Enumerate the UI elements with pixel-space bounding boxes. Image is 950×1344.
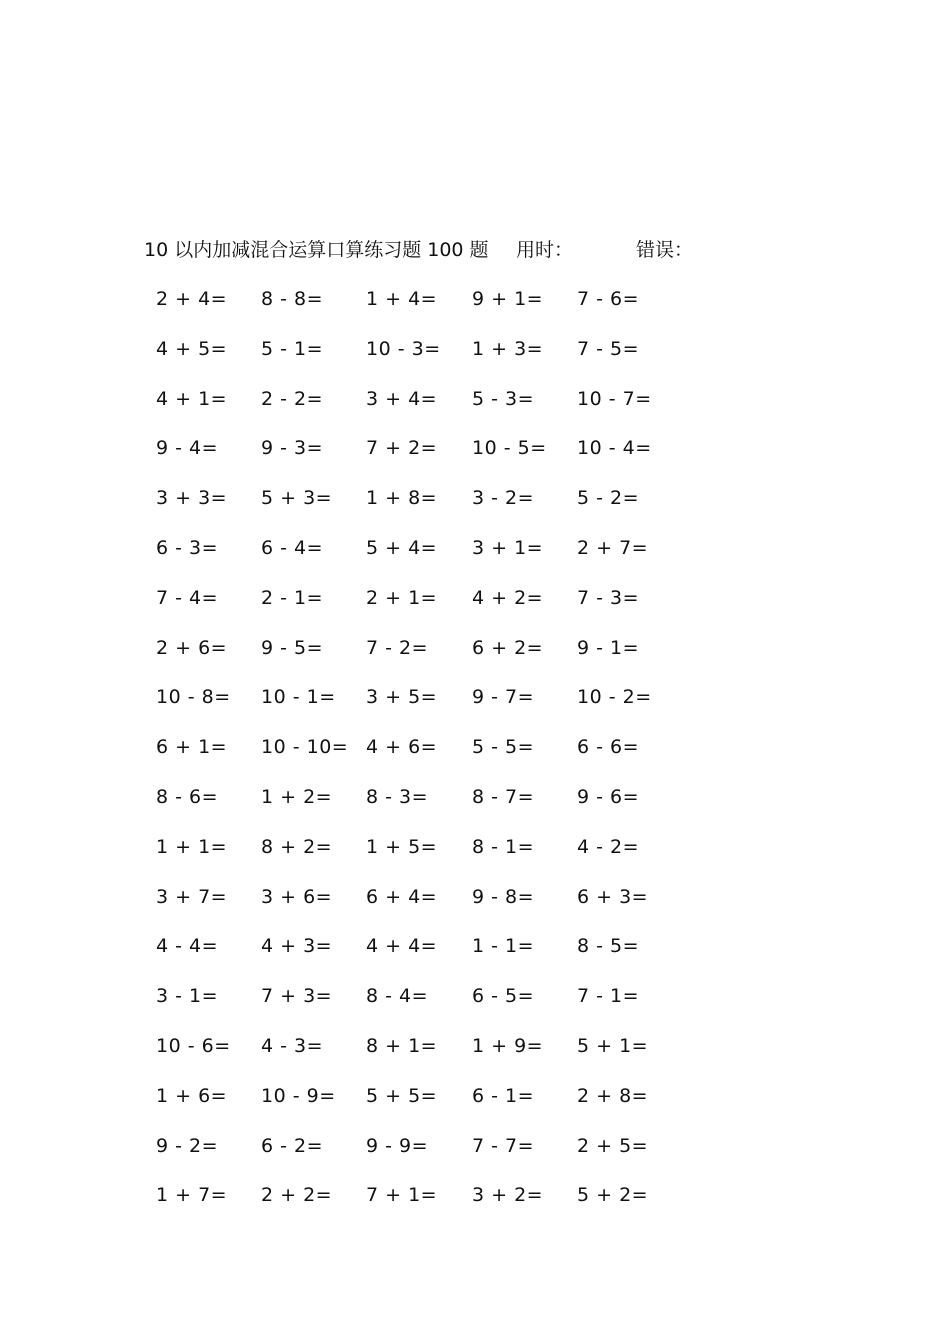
arithmetic-problem: 10 - 2= (577, 686, 652, 709)
arithmetic-problem: 5 + 2= (577, 1184, 649, 1207)
arithmetic-problem: 1 + 5= (366, 835, 438, 858)
problem-row (150, 433, 710, 483)
arithmetic-problem: 3 + 1= (472, 536, 544, 559)
arithmetic-problem: 10 - 5= (472, 437, 547, 460)
arithmetic-problem: 2 + 5= (577, 1134, 649, 1157)
arithmetic-problem: 10 - 6= (156, 1034, 231, 1057)
arithmetic-problem: 2 + 1= (366, 586, 438, 609)
arithmetic-problem: 2 - 2= (261, 387, 324, 410)
problem-row (150, 334, 710, 384)
arithmetic-problem: 10 - 4= (577, 437, 652, 460)
arithmetic-problem: 4 + 1= (156, 387, 228, 410)
arithmetic-problem: 2 + 8= (577, 1084, 649, 1107)
arithmetic-problem: 6 + 3= (577, 885, 649, 908)
arithmetic-problem: 6 - 4= (261, 536, 324, 559)
arithmetic-problem: 9 + 1= (472, 288, 544, 310)
arithmetic-problem: 7 - 7= (472, 1134, 535, 1157)
arithmetic-problem: 6 - 6= (577, 736, 640, 759)
worksheet-title: 10 以内加减混合运算口算练习题 100 题 (144, 239, 489, 261)
arithmetic-problem: 10 - 10= (261, 736, 349, 759)
arithmetic-problem: 8 - 3= (366, 785, 429, 808)
arithmetic-problem: 6 - 1= (472, 1084, 535, 1107)
arithmetic-problem: 4 + 2= (472, 586, 544, 609)
arithmetic-problem: 6 + 2= (472, 636, 544, 659)
arithmetic-problem: 4 - 3= (261, 1034, 324, 1057)
arithmetic-problem: 5 - 2= (577, 487, 640, 510)
arithmetic-problem: 5 - 5= (472, 736, 535, 759)
arithmetic-problem: 2 - 1= (261, 586, 324, 609)
problem-row (150, 782, 710, 832)
arithmetic-problem: 10 - 3= (366, 337, 441, 360)
arithmetic-problem: 6 - 5= (472, 985, 535, 1008)
arithmetic-problem: 7 - 3= (577, 586, 640, 609)
arithmetic-problem: 9 - 1= (577, 636, 640, 659)
problem-row (150, 533, 710, 583)
time-used-label: 用时： (516, 239, 574, 261)
problem-row (150, 384, 710, 434)
arithmetic-problem: 5 + 4= (366, 536, 438, 559)
arithmetic-problem: 3 - 1= (156, 985, 219, 1008)
arithmetic-problem: 7 - 6= (577, 288, 640, 310)
arithmetic-problem: 4 + 5= (156, 337, 228, 360)
problem-row (150, 583, 710, 633)
arithmetic-problem: 9 - 2= (156, 1134, 219, 1157)
problem-row (150, 981, 710, 1031)
arithmetic-problem: 4 - 2= (577, 835, 640, 858)
arithmetic-problem: 8 + 2= (261, 835, 333, 858)
arithmetic-problem: 10 - 8= (156, 686, 231, 709)
arithmetic-problem: 4 + 3= (261, 935, 333, 958)
arithmetic-problem: 2 + 7= (577, 536, 649, 559)
arithmetic-problem: 9 - 3= (261, 437, 324, 460)
arithmetic-problem: 5 - 1= (261, 337, 324, 360)
problem-row (150, 682, 710, 732)
arithmetic-problem: 8 - 7= (472, 785, 535, 808)
problem-row (150, 633, 710, 683)
arithmetic-problem: 8 - 5= (577, 935, 640, 958)
errors-label: 错误： (636, 239, 694, 261)
problem-row (150, 832, 710, 882)
arithmetic-problem: 6 + 4= (366, 885, 438, 908)
arithmetic-problem: 8 + 1= (366, 1034, 438, 1057)
arithmetic-problem: 3 + 6= (261, 885, 333, 908)
arithmetic-problem: 3 + 2= (472, 1184, 544, 1207)
problem-row (150, 1031, 710, 1081)
arithmetic-problem: 1 + 8= (366, 487, 438, 510)
arithmetic-problem: 9 - 7= (472, 686, 535, 709)
arithmetic-problem: 3 + 4= (366, 387, 438, 410)
arithmetic-problem: 1 + 9= (472, 1034, 544, 1057)
arithmetic-problem: 6 - 2= (261, 1134, 324, 1157)
arithmetic-problem: 7 + 1= (366, 1184, 438, 1207)
arithmetic-problem: 7 - 5= (577, 337, 640, 360)
problem-row (150, 931, 710, 981)
arithmetic-problem: 10 - 9= (261, 1084, 336, 1107)
arithmetic-problem: 7 - 1= (577, 985, 640, 1008)
arithmetic-problem: 9 - 6= (577, 785, 640, 808)
arithmetic-problem: 7 - 4= (156, 586, 219, 609)
arithmetic-problem: 1 + 7= (156, 1184, 228, 1207)
arithmetic-problem: 7 + 3= (261, 985, 333, 1008)
arithmetic-problem: 2 + 2= (261, 1184, 333, 1207)
arithmetic-problem: 8 - 1= (472, 835, 535, 858)
arithmetic-problem: 2 + 4= (156, 288, 228, 310)
arithmetic-problem: 9 - 4= (156, 437, 219, 460)
arithmetic-problem: 3 + 3= (156, 487, 228, 510)
arithmetic-problem: 5 + 5= (366, 1084, 438, 1107)
arithmetic-problem: 8 - 8= (261, 288, 324, 310)
arithmetic-problem: 1 - 1= (472, 935, 535, 958)
arithmetic-problem: 3 - 2= (472, 487, 535, 510)
arithmetic-problem: 7 + 2= (366, 437, 438, 460)
arithmetic-problem: 1 + 3= (472, 337, 544, 360)
arithmetic-problem: 3 + 7= (156, 885, 228, 908)
problem-row (150, 284, 710, 334)
arithmetic-problem: 5 - 3= (472, 387, 535, 410)
problem-row (150, 882, 710, 932)
problem-row (150, 1081, 710, 1131)
arithmetic-problem: 8 - 4= (366, 985, 429, 1008)
arithmetic-problem: 4 + 6= (366, 736, 438, 759)
arithmetic-problem: 8 - 6= (156, 785, 219, 808)
arithmetic-problem: 4 - 4= (156, 935, 219, 958)
arithmetic-problem: 5 + 3= (261, 487, 333, 510)
arithmetic-problem: 1 + 1= (156, 835, 228, 858)
worksheet-header (144, 236, 764, 264)
problem-row (150, 732, 710, 782)
arithmetic-problem: 9 - 5= (261, 636, 324, 659)
arithmetic-problem: 10 - 7= (577, 387, 652, 410)
problem-row (150, 483, 710, 533)
arithmetic-problem: 1 + 6= (156, 1084, 228, 1107)
arithmetic-problem: 1 + 2= (261, 785, 333, 808)
arithmetic-problem: 10 - 1= (261, 686, 336, 709)
problem-row (150, 1180, 710, 1230)
arithmetic-problem: 5 + 1= (577, 1034, 649, 1057)
arithmetic-problem: 6 + 1= (156, 736, 228, 759)
arithmetic-problem: 7 - 2= (366, 636, 429, 659)
arithmetic-problem: 9 - 8= (472, 885, 535, 908)
arithmetic-problem: 4 + 4= (366, 935, 438, 958)
problem-row (150, 1131, 710, 1181)
arithmetic-problem: 3 + 5= (366, 686, 438, 709)
arithmetic-problem: 1 + 4= (366, 288, 438, 310)
arithmetic-problem: 2 + 6= (156, 636, 228, 659)
arithmetic-problem: 6 - 3= (156, 536, 219, 559)
arithmetic-problem: 9 - 9= (366, 1134, 429, 1157)
problem-grid (150, 284, 710, 1230)
